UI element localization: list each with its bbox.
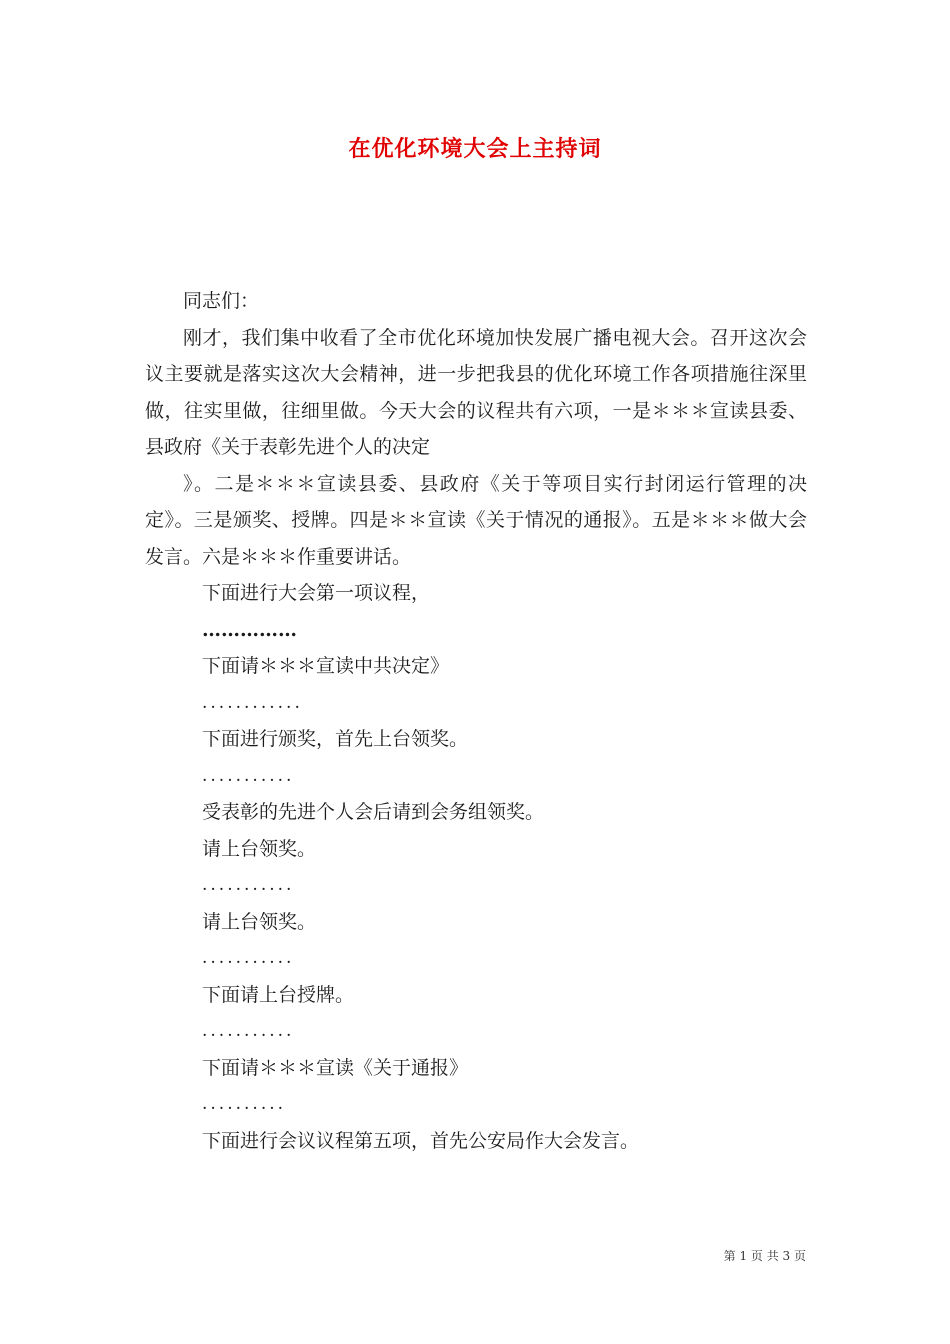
page-number: 第 1 页 共 3 页 — [723, 1249, 806, 1263]
ellipsis-line: ........... — [202, 948, 295, 968]
ellipsis-line: ........... — [202, 1021, 295, 1041]
agenda-line: 下面进行会议议程第五项，首先公安局作大会发言。 — [202, 1129, 640, 1152]
salutation: 同志们： — [183, 290, 260, 312]
ellipsis-line: ........... — [202, 875, 295, 895]
ellipsis-line: ............ — [202, 692, 303, 713]
document-title: 在优化环境大会上主持词 — [348, 136, 602, 162]
agenda-line: 请上台领奖。 — [202, 910, 317, 933]
agenda-line: 下面请上台授牌。 — [202, 983, 355, 1006]
ellipsis-line: …………… — [202, 618, 297, 641]
paragraph-agenda-items: 》。二是＊＊＊宣读县委、县政府《关于等项目实行封闭运行管理的决定》。三是颁奖、授牌。四是＊＊宣读《关于情况的通报》。五是＊＊＊做大会发言。六是＊＊＊作重要讲话。 — [145, 472, 807, 568]
agenda-line: 下面请＊＊＊宣读中共决定》 — [202, 655, 450, 677]
document-body — [145, 283, 807, 1159]
paragraph-agenda-intro: 刚才，我们集中收看了全市优化环境加快发展广播电视大会。召开这次会议主要就是落实这次大会精神，进一步把我县的优化环境工作各项措施往深里做，往实里做，往细里做。今天大会的议程共有六项，一是＊＊＊宣读县委、县政府《关于表彰先进个人的决定 — [145, 326, 807, 458]
agenda-line: 请上台领奖。 — [202, 837, 317, 860]
agenda-line: 下面进行颁奖，首先上台领奖。 — [202, 728, 469, 750]
ellipsis-line: .......... — [202, 1094, 287, 1114]
agenda-line: 下面进行大会第一项议程， — [202, 582, 431, 604]
agenda-line: 下面请＊＊＊宣读《关于通报》 — [202, 1056, 469, 1079]
agenda-line: 受表彰的先进个人会后请到会务组领奖。 — [202, 801, 545, 823]
ellipsis-line: ........... — [202, 765, 295, 786]
